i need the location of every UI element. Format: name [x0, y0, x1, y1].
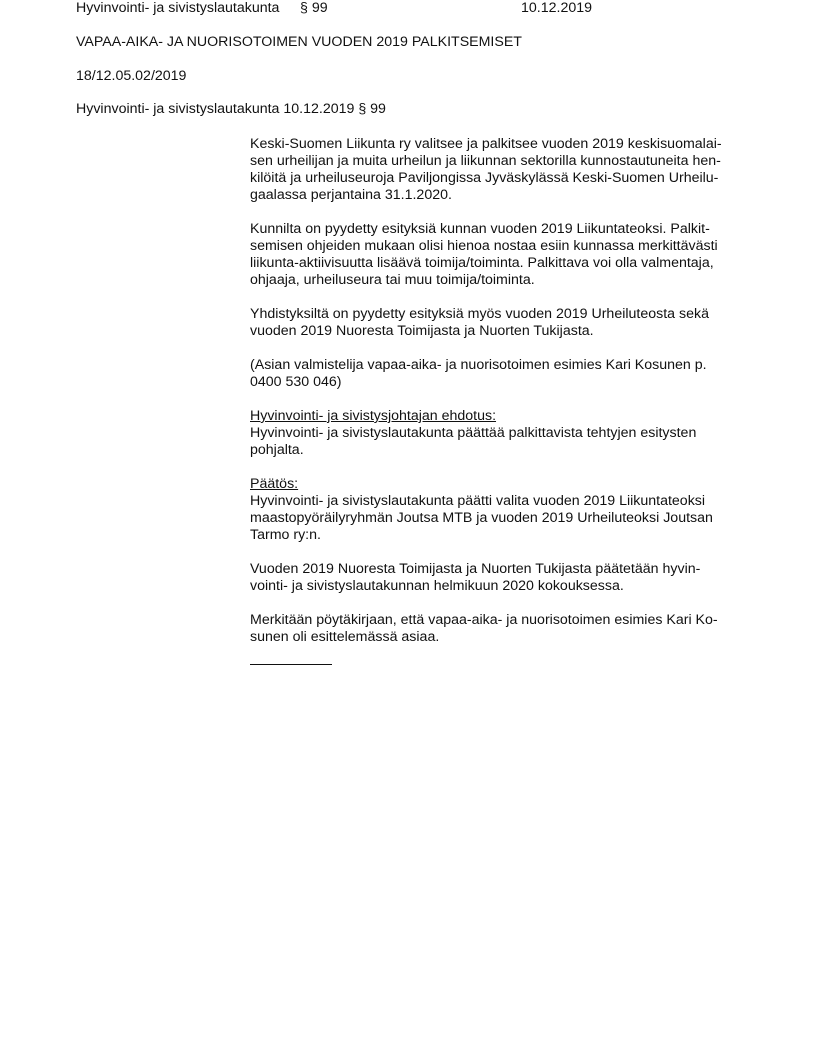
paragraph [250, 136, 750, 204]
text-line: (Asian valmistelija vapaa-aika- ja nuorisotoimen esimies Kari Kosunen p. [250, 357, 707, 373]
document-title: VAPAA-AIKA- JA NUORISOTOIMEN VUODEN 2019 PALKITSEMISET [76, 34, 522, 50]
text-line: Tarmo ry:n. [250, 527, 321, 543]
closing-rule [250, 664, 332, 665]
text-line: maastopyöräilyryhmän Joutsa MTB ja vuoden 2019 Urheiluteoksi Joutsan [250, 510, 713, 526]
text-line: kilöitä ja urheiluseuroja Paviljongissa Jyväskylässä Keski-Suomen Urheilu- [250, 170, 719, 186]
header-section-number: § 99 [300, 0, 328, 16]
paragraph [250, 221, 750, 289]
text-line: sen urheilijan ja muita urheilun ja liikunnan sektorilla kunnostautuneita hen- [250, 153, 721, 169]
proposal-section [250, 408, 750, 459]
meeting-line: Hyvinvointi- ja sivistyslautakunta 10.12.2019 § 99 [76, 101, 386, 117]
text-line: 0400 530 046) [250, 374, 342, 390]
text-line: Vuoden 2019 Nuoresta Toimijasta ja Nuorten Tukijasta päätetään hyvin- [250, 561, 701, 577]
text-line: Merkitään pöytäkirjaan, että vapaa-aika- ja nuorisotoimen esimies Kari Ko- [250, 612, 718, 628]
paragraph [250, 306, 750, 340]
paragraph [250, 612, 750, 646]
text-line: vointi- ja sivistyslautakunnan helmikuun 2020 kokouksessa. [250, 578, 624, 594]
paragraph [250, 357, 750, 391]
decision-heading: Päätös: [250, 476, 299, 492]
reference-number: 18/12.05.02/2019 [76, 68, 187, 84]
text-line: Yhdistyksiltä on pyydetty esityksiä myös vuoden 2019 Urheiluteosta sekä [250, 306, 709, 322]
text-line: vuoden 2019 Nuoresta Toimijasta ja Nuorten Tukijasta. [250, 323, 594, 339]
text-line: liikunta-aktiivisuutta lisäävä toimija/toiminta. Palkittava voi olla valmentaja, [250, 255, 714, 271]
decision-section [250, 476, 750, 544]
paragraph [250, 561, 750, 595]
text-line: Hyvinvointi- ja sivistyslautakunta päätti valita vuoden 2019 Liikuntateoksi [250, 493, 706, 509]
header-committee: Hyvinvointi- ja sivistyslautakunta [76, 0, 280, 16]
text-line: Keski-Suomen Liikunta ry valitsee ja palkitsee vuoden 2019 keskisuomalai- [250, 136, 722, 152]
document-body [250, 136, 750, 665]
text-line: pohjalta. [250, 442, 304, 458]
text-line: semisen ohjeiden mukaan olisi hienoa nostaa esiin kunnassa merkittävästi [250, 238, 718, 254]
header-date: 10.12.2019 [521, 0, 593, 16]
text-line: sunen oli esittelemässä asiaa. [250, 629, 440, 645]
text-line: Kunnilta on pyydetty esityksiä kunnan vuoden 2019 Liikuntateoksi. Palkit- [250, 221, 710, 237]
text-line: Hyvinvointi- ja sivistyslautakunta päättää palkittavista tehtyjen esitysten [250, 425, 697, 441]
text-line: ohjaaja, urheiluseura tai muu toimija/toiminta. [250, 272, 535, 288]
proposal-heading: Hyvinvointi- ja sivistysjohtajan ehdotus: [250, 408, 497, 424]
text-line: gaalassa perjantaina 31.1.2020. [250, 187, 452, 203]
